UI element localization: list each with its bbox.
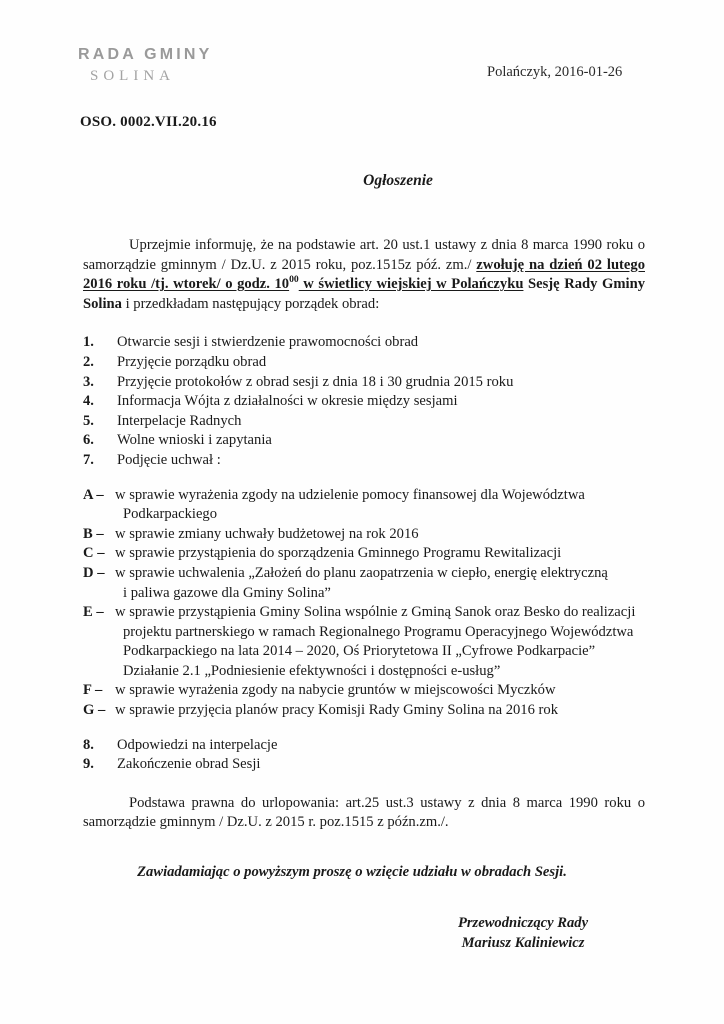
letterhead <box>78 46 213 86</box>
agenda-item <box>83 755 645 775</box>
legal-basis-paragraph: Podstawa prawna do urlopowania: art.25 ust.3 ustawy z dnia 8 marca 1990 roku o samorządzie gminnym / Dz.U. z 2015 r. poz.1515 z późn.zm./. <box>83 794 645 831</box>
resolution-letter: G – <box>83 702 106 719</box>
resolution-line: i paliwa gazowe dla Gminy Solina” <box>123 584 331 601</box>
resolution-line: projektu partnerskiego w ramach Regionalnego Programu Operacyjnego Województwa <box>123 623 634 640</box>
agenda-item <box>83 412 645 432</box>
resolution-item <box>83 525 645 545</box>
agenda-item <box>83 353 645 373</box>
place-and-date: Polańczyk, 2016-01-26 <box>487 64 623 80</box>
signature-role: Przewodniczący Rady <box>457 914 589 931</box>
agenda-item-label: Przyjęcie porządku obrad <box>117 353 267 370</box>
resolution-text <box>115 701 645 721</box>
agenda-item-label: Podjęcie uchwał : <box>117 451 221 468</box>
agenda-item <box>83 392 645 412</box>
resolution-text <box>115 603 645 681</box>
agenda-item-label: Odpowiedzi na interpelacje <box>117 736 278 753</box>
letterhead-line-2: SOLINA <box>90 67 175 84</box>
signature-block <box>83 913 645 953</box>
resolution-line: w sprawie przystąpienia do sporządzenia Gminnego Programu Rewitalizacji <box>115 545 562 562</box>
agenda-item-label: Wolne wnioski i zapytania <box>117 432 272 449</box>
page-title: Ogłoszenie <box>363 172 433 189</box>
intro-bold-tail: Sesję Rady Gminy Solina <box>83 276 646 312</box>
agenda-item-number: 5. <box>83 412 94 429</box>
resolution-letter: B – <box>83 525 104 542</box>
resolution-letter: D – <box>83 564 105 581</box>
intro-text-part-2: i przedkładam następujący porządek obrad: <box>121 295 380 312</box>
resolution-line: w sprawie uchwalenia „Założeń do planu zaopatrzenia w ciepło, energię elektryczną <box>115 564 608 581</box>
reference-number: OSO. 0002.VII.20.16 <box>80 114 217 130</box>
agenda-item <box>83 373 645 393</box>
resolution-line: Działanie 2.1 „Podniesienie efektywności i dostępności e-usług” <box>123 662 501 679</box>
resolution-item <box>83 486 645 525</box>
resolution-letter: E – <box>83 604 104 621</box>
resolution-line: w sprawie zmiany uchwały budżetowej na rok 2016 <box>115 525 419 542</box>
resolution-line: w sprawie wyrażenia zgody na nabycie gruntów w miejscowości Myczków <box>115 682 556 699</box>
agenda-item-label: Informacja Wójta z działalności w okresie między sesjami <box>117 393 458 410</box>
spacer-after-intro <box>83 314 645 333</box>
agenda-item <box>83 451 645 471</box>
signature-name: Mariusz Kaliniewicz <box>461 934 585 951</box>
letterhead-line-1: RADA GMINY <box>78 46 213 63</box>
spacer-before-legal <box>83 775 645 794</box>
agenda-item-label: Zakończenie obrad Sesji <box>117 756 261 773</box>
agenda-item-number: 2. <box>83 353 94 370</box>
resolution-line: Podkarpackiego na lata 2014 – 2020, Oś Priorytetowa II „Cyfrowe Podkarpacie” <box>123 643 596 660</box>
resolution-text <box>115 544 645 564</box>
agenda-item-number: 4. <box>83 393 94 410</box>
agenda-item <box>83 736 645 756</box>
agenda-item-number: 3. <box>83 373 94 390</box>
agenda-item-number: 1. <box>83 334 94 351</box>
resolution-item <box>83 681 645 701</box>
resolution-line: w sprawie przyjęcia planów pracy Komisji Rady Gminy Solina na 2016 rok <box>115 702 558 719</box>
resolution-text <box>115 525 645 545</box>
intro-emphasis-2: w świetlicy wiejskiej w Polańczyku <box>298 276 524 293</box>
agenda-item <box>83 431 645 451</box>
resolution-letter: C – <box>83 545 105 562</box>
resolution-line: w sprawie przystąpienia Gminy Solina wspólnie z Gminą Sanok oraz Besko do realizacji <box>115 604 636 621</box>
resolution-item <box>83 603 645 681</box>
resolution-letter: F – <box>83 682 103 699</box>
resolution-item <box>83 701 645 721</box>
resolution-text <box>115 564 645 603</box>
closing-statement: Zawiadamiając o powyższym proszę o wzięcie udziału w obradach Sesji. <box>137 864 567 881</box>
resolution-item <box>83 544 645 564</box>
spacer-before-closing <box>83 833 645 852</box>
spacer-before-resolutions <box>83 471 645 486</box>
agenda-item <box>83 333 645 353</box>
resolution-text <box>115 681 645 701</box>
resolutions-list <box>83 486 645 721</box>
intro-paragraph <box>83 236 645 314</box>
intro-text-part-1: Uprzejmie informuję, że na podstawie art. 20 ust.1 ustawy z dnia 8 marca 1990 roku o samorządzie gminnym / Dz.U. z 2015 roku, poz.1515z póź. zm./ <box>83 237 645 273</box>
spacer-after-resolutions <box>83 721 645 736</box>
agenda-item-number: 6. <box>83 432 94 449</box>
resolution-letter: A – <box>83 486 104 503</box>
agenda-item-label: Interpelacje Radnych <box>117 412 242 429</box>
agenda-item-number: 7. <box>83 451 94 468</box>
spacer-before-closing-2 <box>83 852 645 863</box>
intro-emphasis-1: zwołuję na dzień 02 lutego 2016 roku /tj. wtorek/ o godz. 10 <box>83 256 645 293</box>
agenda-list <box>83 333 645 470</box>
agenda-list-tail <box>83 736 645 775</box>
resolution-line: w sprawie wyrażenia zgody na udzielenie pomocy finansowej dla Województwa <box>115 486 585 503</box>
resolution-text <box>115 486 645 525</box>
agenda-item-number: 8. <box>83 736 94 753</box>
agenda-item-label: Otwarcie sesji i stwierdzenie prawomocności obrad <box>117 334 419 351</box>
agenda-item-label: Przyjęcie protokołów z obrad sesji z dnia 18 i 30 grudnia 2015 roku <box>117 373 514 390</box>
agenda-item-number: 9. <box>83 756 94 773</box>
document-body <box>83 236 645 953</box>
resolution-item <box>83 564 645 603</box>
hour-superscript: 00 <box>289 274 299 286</box>
resolution-line: Podkarpackiego <box>123 506 218 523</box>
